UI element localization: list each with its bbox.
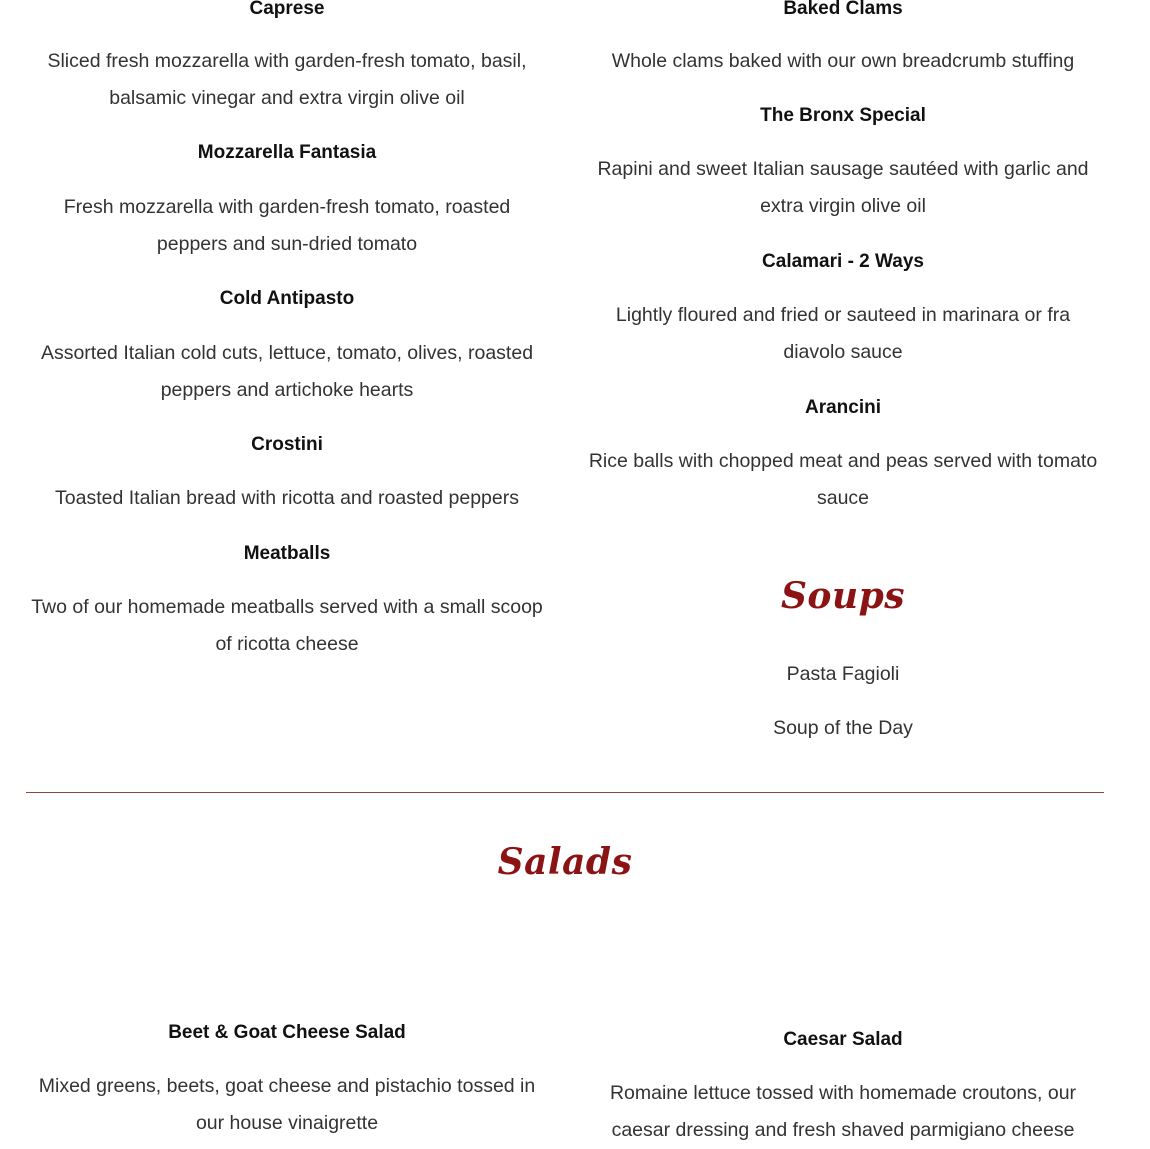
menu-item-name: Arancini (804, 397, 882, 418)
menu-item-description: Rapini and sweet Italian sausage sautéed with garlic and extra virgin olive oil (597, 158, 1089, 217)
menu-item-description: Mixed greens, beets, goat cheese and pistachio tossed in our house vinaigrette (38, 1075, 536, 1134)
menu-item-description: Assorted Italian cold cuts, lettuce, tomato, olives, roasted peppers and artichoke hearts (40, 342, 534, 401)
menu-item-name: Crostini (251, 434, 323, 455)
soups-heading: Soups (780, 575, 906, 617)
menu-item-name: Baked Clams (783, 0, 903, 19)
menu-item-description: Romaine lettuce tossed with homemade croutons, our caesar dressing and fresh shaved parmigiano cheese (609, 1082, 1077, 1141)
menu-item-description: Whole clams baked with our own breadcrumb stuffing (611, 50, 1075, 72)
menu-item-name: Caprese (249, 0, 325, 19)
menu-item-description: Lightly floured and fried or sauteed in marinara or fra diavolo sauce (615, 304, 1071, 363)
menu-item-description: Toasted Italian bread with ricotta and roasted peppers (55, 487, 519, 509)
menu-item-name: Mozzarella Fantasia (197, 142, 377, 163)
soup-item: Pasta Fagioli (786, 663, 900, 685)
menu-item-name: Caesar Salad (783, 1029, 903, 1050)
menu-item-name: Cold Antipasto (219, 288, 355, 309)
menu-item-name: Meatballs (243, 543, 331, 564)
menu-item-name: Calamari - 2 Ways (762, 251, 924, 272)
menu-item-name: The Bronx Special (760, 105, 926, 126)
menu-item-description: Sliced fresh mozzarella with garden-fresh tomato, basil, balsamic vinegar and extra virgin olive oil (47, 50, 527, 109)
salads-heading: Salads (497, 841, 633, 883)
menu-item-description: Two of our homemade meatballs served with a small scoop of ricotta cheese (31, 596, 543, 655)
menu-item-description: Rice balls with chopped meat and peas served with tomato sauce (588, 450, 1098, 509)
section-divider (26, 792, 1104, 793)
menu-item-description: Fresh mozzarella with garden-fresh tomato, roasted peppers and sun-dried tomato (63, 196, 511, 255)
menu-item-name: Beet & Goat Cheese Salad (168, 1022, 406, 1043)
soup-item: Soup of the Day (773, 717, 913, 739)
